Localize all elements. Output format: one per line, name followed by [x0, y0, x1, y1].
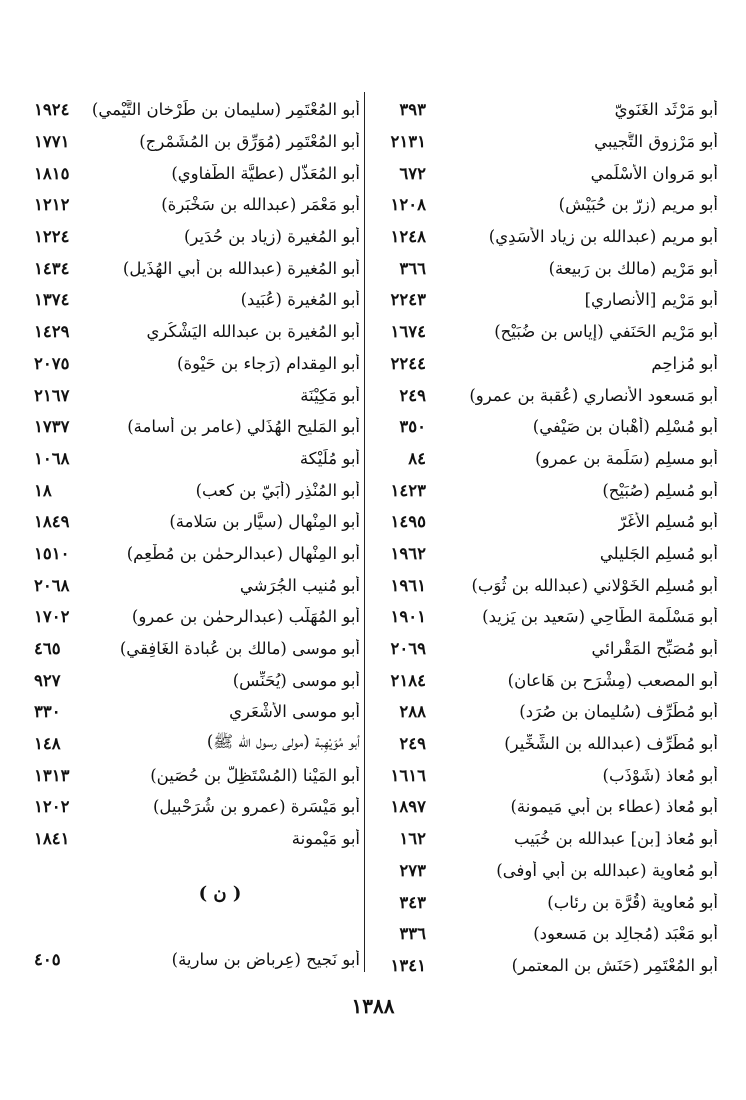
entry-number: ٢٢٤٣: [390, 290, 426, 310]
index-entry: [372, 664, 718, 696]
entry-number: ١٣٤١: [390, 955, 426, 975]
entry-name: أبو مُلَيْكة: [299, 448, 360, 468]
entry-name: أبو المُعَذَّل (عطيَّة الطُّفاوي): [171, 163, 360, 183]
right-column: [372, 94, 718, 981]
entry-name: أبو مُزاحِم: [651, 353, 718, 373]
entry-number: ١٤٨: [34, 734, 61, 754]
entry-number: ١٢١٢: [34, 195, 70, 215]
entry-number: ٢١٨٤: [390, 670, 426, 690]
index-entry: [372, 759, 718, 791]
index-entry: [372, 252, 718, 284]
entry-number: ٤٦٥: [34, 639, 61, 659]
entry-name: أبو مُطَرِّف (عبدالله بن الشِّخِّير): [504, 734, 718, 754]
index-entry: [372, 506, 718, 538]
entry-name: أبو مُنيب الجُرَشي: [239, 575, 360, 595]
entry-name: أبو المِنْهال (سيَّار بن سَلامة): [169, 512, 360, 532]
entry-number: ٨٤: [408, 448, 426, 468]
entry-number: ١٦٧٤: [390, 322, 426, 342]
index-entry: [372, 443, 718, 475]
entry-name: أبو المُعْتَمِر (سليمان بن طَرْخان التَّيْمي): [91, 100, 360, 120]
entry-name: أبو مُسلِم الجَليلي: [599, 543, 718, 563]
index-entry: [372, 411, 718, 443]
index-entry: [372, 316, 718, 348]
index-entry: [372, 823, 718, 855]
index-entry: [372, 379, 718, 411]
index-entry: [372, 728, 718, 760]
entry-name: أبو مُسلِم (صُبَيْح): [602, 480, 718, 500]
entry-number: ٢٤٩: [399, 734, 426, 754]
entry-name: أبو مُعاوية (قُرَّة بن رِئاب): [547, 892, 718, 912]
entry-number: ١٧٣٧: [34, 417, 70, 437]
entry-name: أبو مُسلِم الخَوْلاني (عبدالله بن ثُوَب): [471, 575, 718, 595]
entry-name: أبو مريم (عبدالله بن زياد الأسَدِي): [488, 227, 718, 247]
index-entry: [372, 189, 718, 221]
index-entry: [34, 126, 360, 158]
index-entry: [34, 823, 360, 855]
entry-name: أبو مَرْيم [الأنصاري]: [584, 290, 718, 310]
entry-name: أبو مَيْسَرة (عمرو بن شُرَحْبيل): [152, 797, 360, 817]
entry-number: ٢٠٧٥: [34, 353, 70, 373]
index-entry: [34, 443, 360, 475]
entry-number: ٣٤٣: [399, 892, 426, 912]
entry-number: ٢٤٩: [399, 385, 426, 405]
entry-name: أبو مُوَيْهِبة (مولى رسول الله ﷺ): [206, 731, 360, 751]
entry-number: ١٤٢٣: [390, 480, 426, 500]
index-entry: [34, 189, 360, 221]
entry-name: أبو مَعْمَر (عبدالله بن سَخْبَرة): [161, 195, 360, 215]
entry-name: أبو مُسْلِم (أُهْبان بن صَيْفي): [532, 417, 718, 437]
entry-name: أبو المُغيرة (زياد بن حُدَير): [183, 227, 360, 247]
index-entry: [372, 601, 718, 633]
index-entry: [34, 252, 360, 284]
entry-name: أبو موسى (مالك بن عُبادة الغَافِقي): [119, 639, 360, 659]
index-entry: [372, 126, 718, 158]
entry-number: ٤٠٥: [34, 950, 61, 970]
index-entry: [34, 791, 360, 823]
column-divider: [364, 92, 365, 972]
index-entry: [372, 633, 718, 665]
entry-name: أبو مُعاذ (شَوْذَب): [602, 765, 718, 785]
index-entry: [34, 601, 360, 633]
entry-number: ٣٩٣: [399, 100, 426, 120]
entry-number: ١٢٤٨: [390, 227, 426, 247]
entry-name: أبو مُطَرِّف (سُليمان بن صُرَد): [519, 702, 718, 722]
index-entry: [372, 474, 718, 506]
entry-number: ٢٧٣: [399, 860, 426, 880]
entry-name: أبو مريم (زِرّ بن حُبَيْش): [558, 195, 718, 215]
entry-number: ١٢٠٢: [34, 797, 70, 817]
entry-name: أبو مَسْلَمة الطَّاحِي (سَعيد بن يَزيد): [482, 607, 718, 627]
entry-number: ١٨٩٧: [390, 797, 426, 817]
entry-number: ٢١٦٧: [34, 385, 70, 405]
index-entry: [372, 157, 718, 189]
entry-name: أبو مَكِيْنَة: [300, 385, 360, 405]
index-entry: [34, 316, 360, 348]
entry-number: ١٨٤١: [34, 829, 70, 849]
entry-number: ٢٠٦٩: [390, 639, 426, 659]
entry-name: أبو مُعاوية (عبدالله بن أبي أوفى): [496, 860, 718, 880]
entry-name: أبو المُنْذِر (أُبَيّ بن كعب): [195, 480, 360, 500]
entry-number: ١٠٦٨: [34, 448, 70, 468]
entry-number: ١٢٠٨: [390, 195, 426, 215]
index-entry: [372, 221, 718, 253]
index-entry: [34, 284, 360, 316]
index-entry: [372, 886, 718, 918]
entry-name: أبو مُصَبِّح المَقْرائي: [591, 639, 718, 659]
entry-number: ١٨: [34, 480, 52, 500]
entry-number: ١٦٢: [399, 829, 426, 849]
entry-name: أبو نَجيح (عِرباض بن سارية): [171, 950, 360, 970]
entry-number: ٣٣٠: [34, 702, 61, 722]
entry-number: ٢٨٨: [399, 702, 426, 722]
index-entry: [34, 221, 360, 253]
entry-name: أبو المَليح الهُذَلي (عامر بن أُسامة): [127, 417, 360, 437]
entry-number: ٦٧٢: [399, 163, 426, 183]
entry-name: أبو مَعْبَد (مُجالِد بن مَسعود): [533, 924, 718, 944]
entry-name: أبو مَرْيم (مالك بن رَبيعة): [548, 258, 718, 278]
index-entry: [34, 94, 360, 126]
entry-number: ١٩٦١: [390, 575, 426, 595]
entry-name: أبو المُعْتَمِر (حَنَش بن المعتمر): [511, 955, 718, 975]
entry-name: أبو المَيْنا (المُسْتَظِلّ بن حُصَين): [150, 765, 360, 785]
index-entry: [372, 284, 718, 316]
entry-number: ٢٢٤٤: [390, 353, 426, 373]
entry-number: ١٩٦٢: [390, 543, 426, 563]
index-entry: [34, 474, 360, 506]
index-entry: [34, 379, 360, 411]
index-entry: [34, 157, 360, 189]
index-entry: [372, 696, 718, 728]
entry-number: ١٥١٠: [34, 543, 70, 563]
entry-number: ٩٢٧: [34, 670, 61, 690]
index-entry: [372, 569, 718, 601]
index-entry: [34, 633, 360, 665]
entry-name: أبو المصعب (مِشْرَح بن هَاعان): [507, 670, 718, 690]
entry-number: ١٧٧١: [34, 132, 70, 152]
entry-name: أبو مُسلِم الأغَرّ: [618, 512, 718, 532]
entry-name: أبو المُعْتَمِر (مُوَرِّق بن المُشَمْرِج): [139, 132, 360, 152]
entry-name: أبو مَرْيم الحَنَفي (إياس بن ضُبَيْح): [494, 322, 718, 342]
entry-number: ٣٥٠: [399, 417, 426, 437]
entry-name: أبو مُعاذ (عطاء بن أبي مَيمونة): [510, 797, 718, 817]
index-entry: [372, 918, 718, 950]
entry-number: ١٤٩٥: [390, 512, 426, 532]
entry-name: أبو مَرْثَد الغَنَوِيّ: [614, 100, 718, 120]
entry-name: أبو المُغيرة (عبدالله بن أبي الهُذَيل): [122, 258, 360, 278]
entry-name: أبو موسى الأشْعَري: [229, 702, 360, 722]
entry-number: ١٦١٦: [390, 765, 426, 785]
entry-name: أبو موسى (يُحَنِّس): [232, 670, 360, 690]
entry-name: أبو المُغيرة (عُبَيد): [240, 290, 360, 310]
entry-name: أبو المِنْهال (عبدالرحمٰن بن مُطْعِم): [126, 543, 360, 563]
entry-number: ٢٠٦٨: [34, 575, 70, 595]
index-entry: [34, 538, 360, 570]
entry-number: ١٣١٣: [34, 765, 70, 785]
index-entry: [372, 348, 718, 380]
entry-number: ١٩٠١: [390, 607, 426, 627]
entry-name: أبو مَروان الأسْلَمي: [590, 163, 718, 183]
index-entry: [372, 538, 718, 570]
entry-number: ١٩٢٤: [34, 100, 70, 120]
entry-name: أبو المُغيرة بن عبدالله اليَشْكُري: [146, 322, 360, 342]
entry-name: أبو مسلِم (سَلَمة بن عمرو): [535, 448, 718, 468]
entry-number: ١٢٢٤: [34, 227, 70, 247]
index-entry: [34, 569, 360, 601]
entry-name: أبو مَرْزوق التُّجيبي: [594, 132, 718, 152]
entry-number: ٣٣٦: [399, 924, 426, 944]
entry-name: أبو المِقدام (رَجاء بن حَيْوة): [177, 353, 360, 373]
left-column-tail: [34, 944, 360, 976]
entry-number: ١٤٢٩: [34, 322, 70, 342]
entry-number: ١٨٤٩: [34, 512, 70, 532]
entry-name: أبو مَيْمونة: [291, 829, 360, 849]
entry-name: أبو مَسعود الأنصاري (عُقبة بن عمرو): [469, 385, 718, 405]
index-entry: [34, 506, 360, 538]
entry-number: ١٤٣٤: [34, 258, 70, 278]
section-heading-nun: ( ن ): [198, 883, 242, 904]
index-entry: [34, 728, 360, 760]
page-number: ١٣٨٨: [351, 994, 395, 1018]
left-column: [34, 94, 360, 855]
entry-number: ١٧٠٢: [34, 607, 70, 627]
entry-name: أبو مُعاذ [بن] عبدالله بن خُبَيب: [513, 829, 718, 849]
index-entry: [34, 664, 360, 696]
index-entry: [34, 348, 360, 380]
index-entry: [34, 944, 360, 976]
entry-number: ١٣٧٤: [34, 290, 70, 310]
index-entry: [34, 696, 360, 728]
entry-number: ٢١٣١: [390, 132, 426, 152]
entry-number: ٣٦٦: [399, 258, 426, 278]
index-entry: [372, 855, 718, 887]
index-entry: [34, 411, 360, 443]
index-entry: [372, 791, 718, 823]
entry-number: ١٨١٥: [34, 163, 70, 183]
index-entry: [372, 94, 718, 126]
index-entry: [372, 950, 718, 982]
entry-name: أبو المُهَلَّب (عبدالرحمٰن بن عمرو): [131, 607, 360, 627]
index-entry: [34, 759, 360, 791]
